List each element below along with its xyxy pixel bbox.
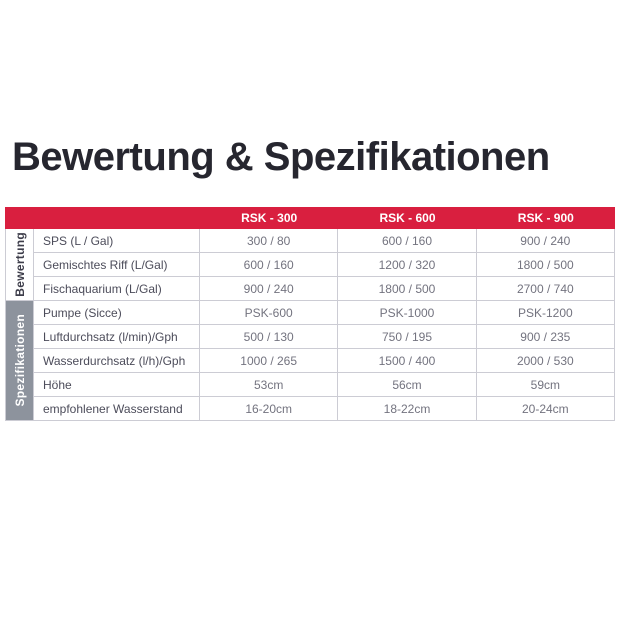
row-label: Pumpe (Sicce) (33, 301, 200, 325)
table-row (33, 301, 615, 325)
table-row (33, 253, 615, 277)
group-label-text: Spezifikationen (12, 314, 27, 407)
value-cell: 300 / 80 (200, 229, 338, 253)
value-cell: 1200 / 320 (338, 253, 476, 277)
table-row (33, 349, 615, 373)
value-cell: PSK-1000 (338, 301, 476, 325)
value-cell: 1000 / 265 (200, 349, 338, 373)
value-cell: 500 / 130 (200, 325, 338, 349)
table-row (33, 373, 615, 397)
value-cell: 900 / 240 (200, 277, 338, 301)
column-header-rsk-900: RSK - 900 (517, 211, 574, 225)
column-header-rsk-300: RSK - 300 (241, 211, 298, 225)
value-cell: 18-22cm (338, 397, 476, 421)
row-label: Gemischtes Riff (L/Gal) (33, 253, 200, 277)
value-cell: 2700 / 740 (477, 277, 615, 301)
group-label-bewertung (5, 229, 33, 301)
value-cell: PSK-600 (200, 301, 338, 325)
value-cell: 1800 / 500 (477, 253, 615, 277)
table-row (33, 229, 615, 253)
row-label: empfohlener Wasserstand (33, 397, 200, 421)
value-cell: 16-20cm (200, 397, 338, 421)
value-cell: 56cm (338, 373, 476, 397)
spec-table (5, 207, 615, 421)
value-cell: 20-24cm (477, 397, 615, 421)
group-label-text: Bewertung (12, 232, 27, 297)
page-title: Bewertung & Spezifikationen (12, 135, 550, 179)
group-column (5, 229, 33, 421)
column-header-rsk-600: RSK - 600 (379, 211, 436, 225)
value-cell: 900 / 235 (477, 325, 615, 349)
group-label-spezifikationen (5, 301, 33, 421)
value-cell: 600 / 160 (338, 229, 476, 253)
table-rows (33, 229, 615, 421)
value-cell: 53cm (200, 373, 338, 397)
table-header-row (5, 207, 615, 229)
value-cell: 750 / 195 (338, 325, 476, 349)
value-cell: PSK-1200 (477, 301, 615, 325)
row-label: Luftdurchsatz (l/min)/Gph (33, 325, 200, 349)
page (0, 130, 620, 620)
value-cell: 1800 / 500 (338, 277, 476, 301)
value-cell: 59cm (477, 373, 615, 397)
value-cell: 2000 / 530 (477, 349, 615, 373)
table-row (33, 325, 615, 349)
row-label: Fischaquarium (L/Gal) (33, 277, 200, 301)
value-cell: 600 / 160 (200, 253, 338, 277)
table-body (5, 229, 615, 421)
value-cell: 1500 / 400 (338, 349, 476, 373)
value-cell: 900 / 240 (477, 229, 615, 253)
table-row (33, 397, 615, 421)
header-spacer (5, 207, 200, 229)
table-row (33, 277, 615, 301)
row-label: SPS (L / Gal) (33, 229, 200, 253)
row-label: Höhe (33, 373, 200, 397)
row-label: Wasserdurchsatz (l/h)/Gph (33, 349, 200, 373)
